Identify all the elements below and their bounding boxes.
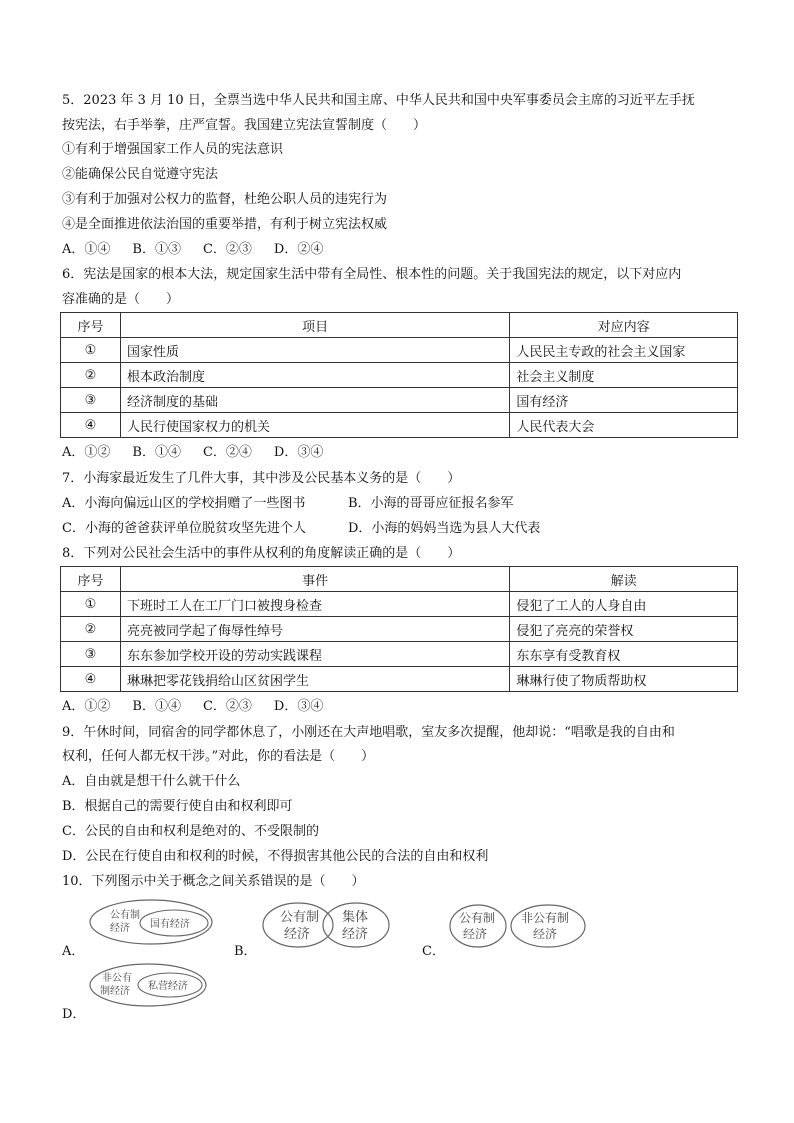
diagram-b-right-text-2: 经济 — [342, 927, 369, 942]
table-cell: 亮亮被同学起了侮辱性绰号 — [120, 617, 509, 642]
q7-option-d[interactable]: D．小海的妈妈当选为县人大代表 — [348, 521, 541, 536]
q9-stem-line2: 权利，任何人都无权干涉。”对此，你的看法是（ ） — [62, 749, 375, 764]
table-cell: ② — [61, 617, 121, 642]
q8-option-a[interactable]: A．①② — [62, 699, 111, 714]
diagram-c-left-text-1: 公有制 — [459, 911, 496, 925]
table-cell: 侵犯了工人的人身自由 — [510, 592, 738, 617]
q10-stem: 10．下列图示中关于概念之间关系错误的是（ ） — [62, 874, 365, 889]
q5-option-a[interactable]: A．①④ — [62, 242, 111, 257]
table-cell: 人民民主专政的社会主义国家 — [510, 338, 738, 363]
table-cell: ③ — [61, 642, 121, 667]
table-cell: ① — [61, 338, 121, 363]
diagram-d-inner-text: 私营经济 — [148, 981, 188, 992]
q6-stem-line1: 6．宪法是国家的根本大法，规定国家生活中带有全局性、根本性的问题。关于我国宪法的规定，以下对应内 — [62, 267, 682, 282]
q9-option-c[interactable]: C．公民的自由和权利是绝对的、不受限制的 — [62, 824, 319, 839]
table-header-row — [61, 567, 738, 592]
q10-diagram-b[interactable] — [260, 900, 392, 954]
q5-option-d[interactable]: D．②④ — [273, 242, 324, 257]
q5-options — [62, 241, 323, 259]
table-row — [61, 388, 738, 413]
diagram-a-outer-text-2: 经济 — [110, 923, 130, 934]
table-row — [61, 413, 738, 438]
table-cell: 东东享有受教育权 — [510, 642, 738, 667]
q10-diagram-c[interactable] — [448, 902, 588, 954]
q5-stem-line2: 按宪法，右手举拳，庄严宣誓。我国建立宪法宣誓制度（ ） — [62, 118, 427, 133]
table-cell: 经济制度的基础 — [120, 388, 509, 413]
table-row — [61, 617, 738, 642]
q8-options — [62, 698, 323, 716]
table-header: 解读 — [510, 567, 738, 592]
q10-option-c-label[interactable]: C． — [422, 944, 445, 959]
table-cell: 根本政治制度 — [120, 363, 509, 388]
table-cell: 人民代表大会 — [510, 413, 738, 438]
diagram-c-left-text-2: 经济 — [463, 927, 488, 941]
q5-item-1: ①有利于增强国家工作人员的宪法意识 — [62, 142, 284, 157]
table-header: 序号 — [61, 313, 121, 338]
q6-stem-line2: 容准确的是（ ） — [62, 292, 180, 307]
q9-option-b[interactable]: B．根据自己的需要行使自由和权利即可 — [62, 799, 293, 814]
q10-diagram-d[interactable] — [88, 962, 208, 1012]
diagram-c-right-text-1: 非公有制 — [521, 911, 570, 925]
table-cell: 琳琳行使了物质帮助权 — [510, 667, 738, 692]
q9-stem-line1: 9．午休时间，同宿舍的同学都休息了，小刚还在大声地唱歌，室友多次提醒，他却说：“唱歌是我的自由和 — [62, 725, 675, 740]
q6-option-a[interactable]: A．①② — [62, 445, 111, 460]
diagram-a-outer-text-1: 公有制 — [110, 910, 140, 921]
table-cell: 东东参加学校开设的劳动实践课程 — [120, 642, 509, 667]
q8-table — [60, 566, 738, 692]
diagram-c-right-text-2: 经济 — [533, 927, 558, 941]
q7-stem: 7．小海家最近发生了几件大事，其中涉及公民基本义务的是（ ） — [62, 471, 461, 486]
q9-option-d[interactable]: D．公民在行使自由和权利的时候，不得损害其他公民的合法的自由和权利 — [62, 849, 489, 864]
table-row — [61, 642, 738, 667]
table-cell: 人民行使国家权力的机关 — [120, 413, 509, 438]
table-cell: 侵犯了亮亮的荣誉权 — [510, 617, 738, 642]
q8-option-d[interactable]: D．③④ — [273, 699, 324, 714]
q9-option-a[interactable]: A．自由就是想干什么就干什么 — [62, 774, 241, 789]
q7-option-c[interactable]: C．小海的爸爸获评单位脱贫攻坚先进个人 — [62, 521, 306, 536]
diagram-b-left-text-2: 经济 — [284, 927, 311, 942]
q5-item-3: ③有利于加强对公权力的监督，杜绝公职人员的违宪行为 — [62, 192, 388, 207]
table-cell: ④ — [61, 413, 121, 438]
table-row — [61, 363, 738, 388]
table-header: 对应内容 — [510, 313, 738, 338]
table-header: 项目 — [120, 313, 509, 338]
table-header: 序号 — [61, 567, 121, 592]
diagram-d-outer-text-1: 非公有 — [102, 973, 132, 984]
q10-diagram-a[interactable] — [88, 898, 214, 950]
q5-option-b[interactable]: B．①③ — [132, 242, 181, 257]
q10-option-a-label[interactable]: A． — [62, 944, 85, 959]
q10-option-d-label[interactable]: D． — [62, 1007, 86, 1022]
table-cell: 琳琳把零花钱捐给山区贫困学生 — [120, 667, 509, 692]
table-cell: 社会主义制度 — [510, 363, 738, 388]
q5-item-4: ④是全面推进依法治国的重要举措，有利于树立宪法权威 — [62, 217, 388, 232]
table-row — [61, 667, 738, 692]
q6-table — [60, 312, 738, 438]
table-cell: ② — [61, 363, 121, 388]
table-cell: ③ — [61, 388, 121, 413]
table-cell: ① — [61, 592, 121, 617]
q7-option-b[interactable]: B．小海的哥哥应征报名参军 — [348, 496, 514, 511]
q10-option-b-label[interactable]: B． — [234, 944, 257, 959]
table-header: 事件 — [120, 567, 509, 592]
diagram-b-right-text-1: 集体 — [342, 910, 369, 925]
q8-option-b[interactable]: B．①④ — [132, 699, 181, 714]
q5-option-c[interactable]: C．②③ — [202, 242, 252, 257]
diagram-b-left-text-1: 公有制 — [280, 910, 320, 925]
q6-option-d[interactable]: D．③④ — [273, 445, 324, 460]
q8-stem: 8．下列对公民社会生活中的事件从权利的角度解读正确的是（ ） — [62, 546, 461, 561]
q6-option-b[interactable]: B．①④ — [132, 445, 181, 460]
q7-option-a[interactable]: A．小海向偏远山区的学校捐赠了一些图书 — [62, 496, 306, 511]
q6-option-c[interactable]: C．②④ — [202, 445, 252, 460]
q5-item-2: ②能确保公民自觉遵守宪法 — [62, 167, 219, 182]
table-cell: 下班时工人在工厂门口被搜身检查 — [120, 592, 509, 617]
table-header-row — [61, 313, 738, 338]
q5-stem-line1: 5．2023 年 3 月 10 日，全票当选中华人民共和国主席、中华人民共和国中央军事委员会主席的习近平左手抚 — [62, 93, 695, 108]
table-cell: 国有经济 — [510, 388, 738, 413]
table-row — [61, 592, 738, 617]
table-cell: 国家性质 — [120, 338, 509, 363]
diagram-d-outer-text-2: 制经济 — [100, 986, 130, 997]
table-row — [61, 338, 738, 363]
q8-option-c[interactable]: C．②③ — [202, 699, 252, 714]
diagram-a-inner-text: 国有经济 — [150, 919, 190, 930]
q6-options — [62, 444, 323, 462]
table-cell: ④ — [61, 667, 121, 692]
